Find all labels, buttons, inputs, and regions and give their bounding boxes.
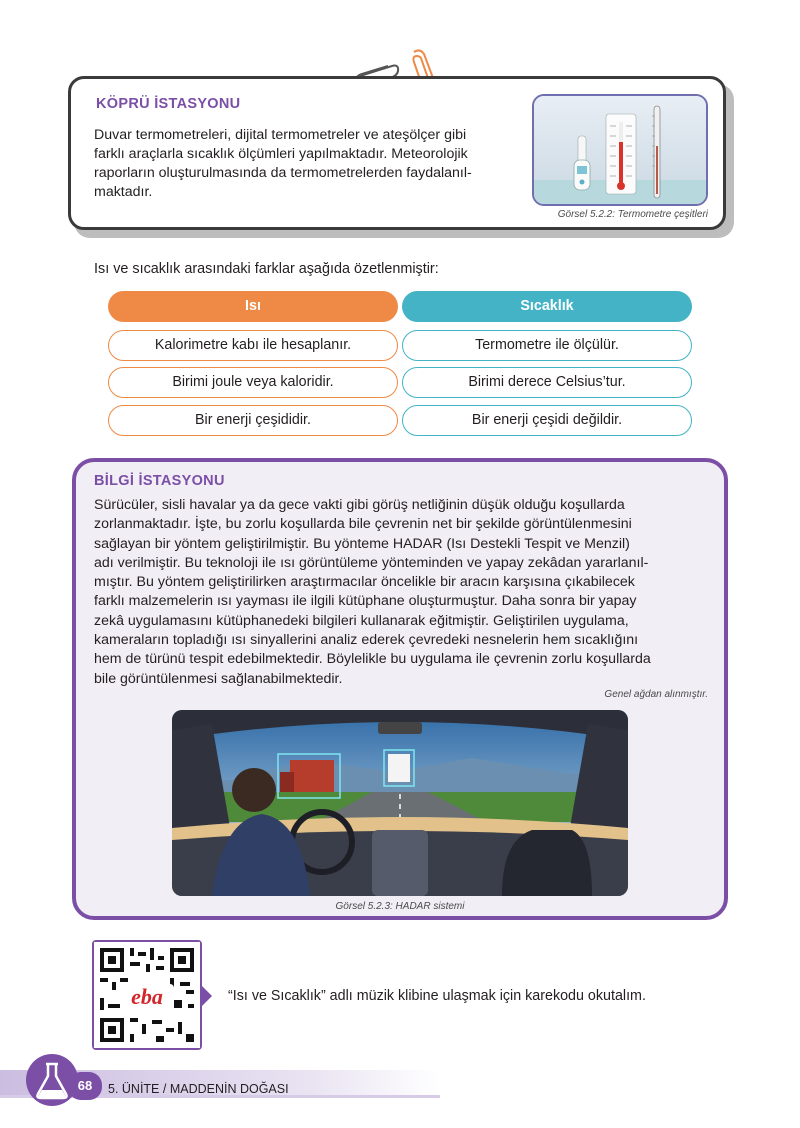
info-source-note: Genel ağdan alınmıştır. xyxy=(604,689,708,700)
info-station-title: BİLGİ İSTASYONU xyxy=(94,473,225,489)
qr-instruction-text: “Isı ve Sıcaklık” adlı müzik klibine ulaşmak için karekodu okutalım. xyxy=(228,988,646,1004)
info-station-text: Sürücüler, sisli havalar ya da gece vakti gibi görüş netliğinin düşük olduğu koşullarda zorlanmaktadır. İşte, bu zorlu koşullarda bile çevrenin net bir şekilde görüntülenmesini sağlayan bir yöntem geliştirilmiştir. Bu yönteme HADAR (Isı Destekli Tespit ve Menzil) adı verilmiştir. Bu teknoloji ile ısı görüntüleme yönteminden ve yapay zekâdan yararlanıl- mıştır. Bu yöntem geliştirilirken araştırmacılar öncelikle bir aracın karşısına çıkabilecek farklı malzemelerin ısı yayması ile ilgili kütüphane oluşturmuştur. Daha sonra bir yapay zekâ uygulamasını kütüphanedeki bilgileri kullanarak eğitmiştir. Geliştirilen uygulama, kameraların topladığı ısı sinyallerini analiz ederek çevredeki nesnelerin hem sıcaklığını hem de türünü tespit edebilmektedir. Böylelikle bu uygulama ile çevrenin zorlu koşullarda bile görüntülenmesi sağlanabilmektedir. xyxy=(94,497,651,687)
temperature-column-header: Sıcaklık xyxy=(402,291,692,322)
hadar-image-caption: Görsel 5.2.3: HADAR sistemi xyxy=(335,901,465,912)
page-number: 68 xyxy=(77,1078,93,1093)
heat-cell: Kalorimetre kabı ile hesaplanır. xyxy=(108,330,398,361)
temperature-cell: Termometre ile ölçülür. xyxy=(402,330,692,361)
bridge-station-title: KÖPRÜ İSTASYONU xyxy=(96,96,241,112)
hadar-system-image xyxy=(172,710,628,896)
heat-column-header: Isı xyxy=(108,291,398,322)
temperature-cell: Birimi derece Celsius’tur. xyxy=(402,367,692,398)
heat-cell: Birimi joule veya kaloridir. xyxy=(108,367,398,398)
thermometers-image xyxy=(532,94,708,206)
heat-cell: Bir enerji çeşididir. xyxy=(108,405,398,436)
qr-code[interactable] xyxy=(92,940,202,1050)
temperature-cell: Bir enerji çeşidi değildir. xyxy=(402,405,692,436)
bridge-station-text: Duvar termometreleri, dijital termometreler ve ateşölçer gibi farklı araçlarla sıcaklık ölçümleri yapılmaktadır. Meteorolojik raporların oluşturulmasında da termometrelerden faydalanıl- maktadır. xyxy=(94,127,472,200)
unit-label: 5. ÜNİTE / MADDENİN DOĞASI xyxy=(108,1082,289,1096)
intro-sentence: Isı ve sıcaklık arasındaki farklar aşağıda özetlenmiştir: xyxy=(94,261,439,277)
thermometers-image-caption: Görsel 5.2.2: Termometre çeşitleri xyxy=(557,209,708,220)
eba-logo: eba xyxy=(131,984,163,1009)
qr-pointer-arrow xyxy=(200,984,212,1008)
